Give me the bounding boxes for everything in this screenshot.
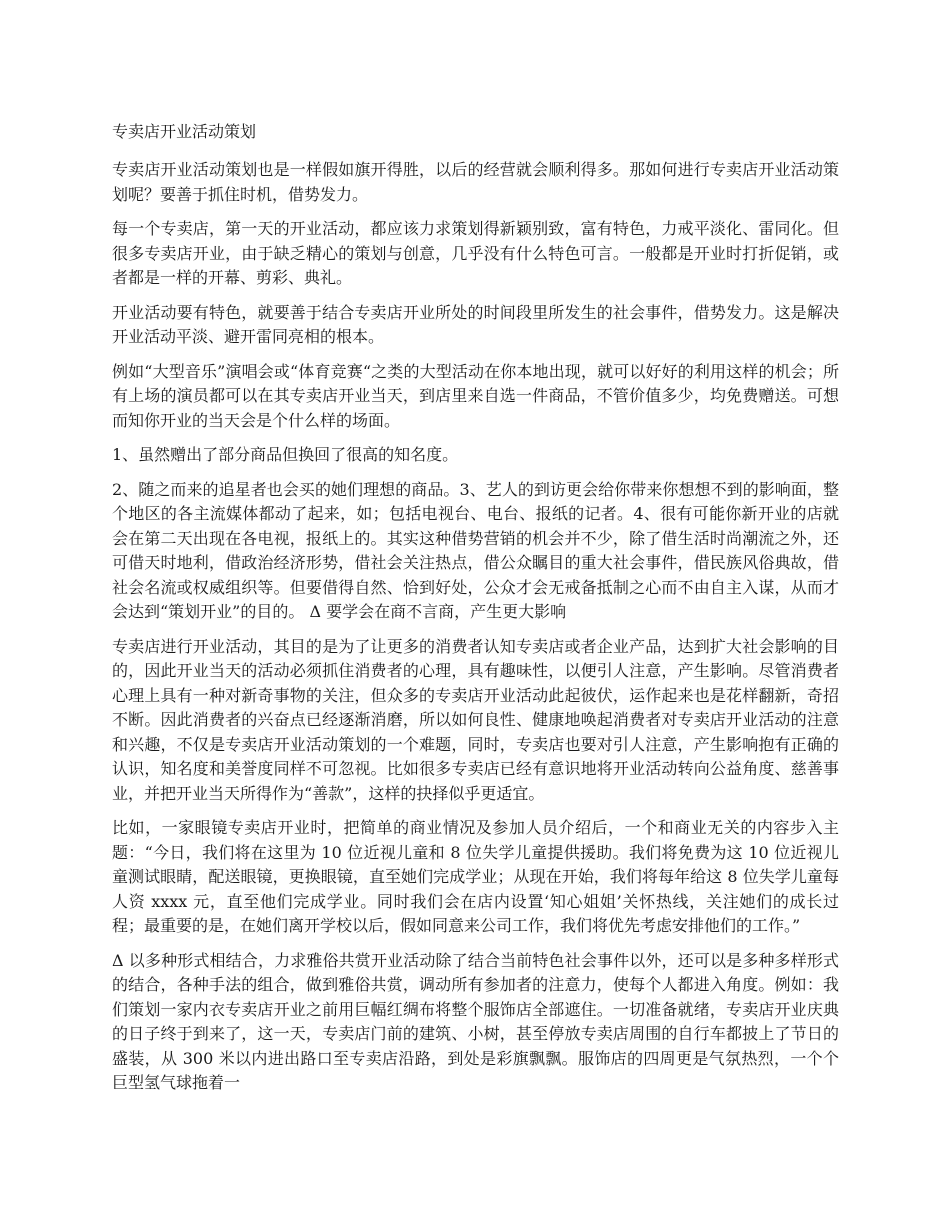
- paragraph-6: 2、随之而来的追星者也会买的她们理想的商品。3、艺人的到访更会给你带来你想想不到的影响面，整个地区的各主流媒体都动了起来，如；包括电视台、电台、报纸的记者。4、很有可能你新开业的店就会在第二天出现在各电视，报纸上的。其实这种借势营销的机会并不少，除了借生活时尚潮流之外，还可借天时地利，借政治经济形势，借社会关注热点，借公众瞩目的重大社会事件，借民族风俗典故，借社会名流或权威组织等。但要借得自然、恰到好处，公众才会无戒备抵制之心而不由自主入谋，从而才会达到“策划开业”的目的。 Δ 要学会在商不言商，产生更大影响: [112, 479, 839, 621]
- paragraph-5: 1、虽然赠出了部分商品但换回了很高的知名度。: [112, 445, 459, 464]
- document-title: 专卖店开业活动策划: [112, 122, 257, 141]
- paragraph-7: 专卖店进行开业活动，其目的是为了让更多的消费者认知专卖店或者企业产品，达到扩大社会影响的目的，因此开业当天的活动必须抓住消费者的心理，具有趣味性，以便引人注意，产生影响。尽管消费者心理上具有一种对新奇事物的关注，但众多的专卖店开业活动此起彼伏，运作起来也是花样翻新，奇招不断。因此消费者的兴奋点已经逐渐消磨，所以如何良性、健康地唤起消费者对专卖店开业活动的注意和兴趣，不仅是专卖店开业活动策划的一个难题，同时，专卖店也要对引人注意，产生影响抱有正确的认识，知名度和美誉度同样不可忽视。比如很多专卖店已经有意识地将开业活动转向公益角度、慈善事业，并把开业当天所得作为“善款”，这样的抉择似乎更适宜。: [112, 636, 839, 803]
- paragraph-1: 专卖店开业活动策划也是一样假如旗开得胜，以后的经营就会顺利得多。那如何进行专卖店开业活动策划呢？要善于抓住时机，借势发力。: [112, 160, 839, 204]
- paragraph-8: 比如，一家眼镜专卖店开业时，把简单的商业情况及参加人员介绍后，一个和商业无关的内容步入主题：“今日，我们将在这里为 10 位近视儿童和 8 位失学儿童提供援助。我们将免费为这 10 位近视儿童测试眼睛，配送眼镜，更换眼镜，直至她们完成学业；从现在开始，我们将每年给这 8 位失学儿童每人资 xxxx 元，直至他们完成学业。同时我们会在店内设置‘知心姐姐’关怀热线，关注她们的成长过程；最重要的是，在她们离开学校以后，假如同意来公司工作，我们将优先考虑安排他们的工作。”: [112, 818, 839, 935]
- document-body: [112, 120, 839, 1106]
- paragraph-2: 每一个专卖店，第一天的开业活动，都应该力求策划得新颖别致，富有特色，力戒平淡化、雷同化。但很多专卖店开业，由于缺乏精心的策划与创意，几乎没有什么特色可言。一般都是开业时打折促销，或者都是一样的开幕、剪彩、典礼。: [112, 219, 839, 287]
- paragraph-3: 开业活动要有特色，就要善于结合专卖店开业所处的时间段里所发生的社会事件，借势发力。这是解决开业活动平淡、避开雷同亮相的根本。: [112, 302, 839, 346]
- paragraph-9: Δ 以多种形式相结合，力求雅俗共赏开业活动除了结合当前特色社会事件以外，还可以是多种多样形式的结合，各种手法的组合，做到雅俗共赏，调动所有参加者的注意力，使每个人都进入角度。例如：我们策划一家内衣专卖店开业之前用巨幅红绸布将整个服饰店全部遮住。一切准备就绪，专卖店开业庆典的日子终于到来了，这一天，专卖店门前的建筑、小树，甚至停放专卖店周围的自行车都披上了节日的盛装，从 300 米以内进出路口至专卖店沿路，到处是彩旗飘飘。服饰店的四周更是气氛热烈，一个个巨型氢气球拖着一: [112, 950, 839, 1092]
- paragraph-4: 例如“大型音乐”演唱会或“体育竞赛“之类的大型活动在你本地出现，就可以好好的利用这样的机会；所有上场的演员都可以在其专卖店开业当天，到店里来自选一件商品，不管价值多少，均免费赠送。可想而知你开业的当天会是个什么样的场面。: [112, 361, 839, 430]
